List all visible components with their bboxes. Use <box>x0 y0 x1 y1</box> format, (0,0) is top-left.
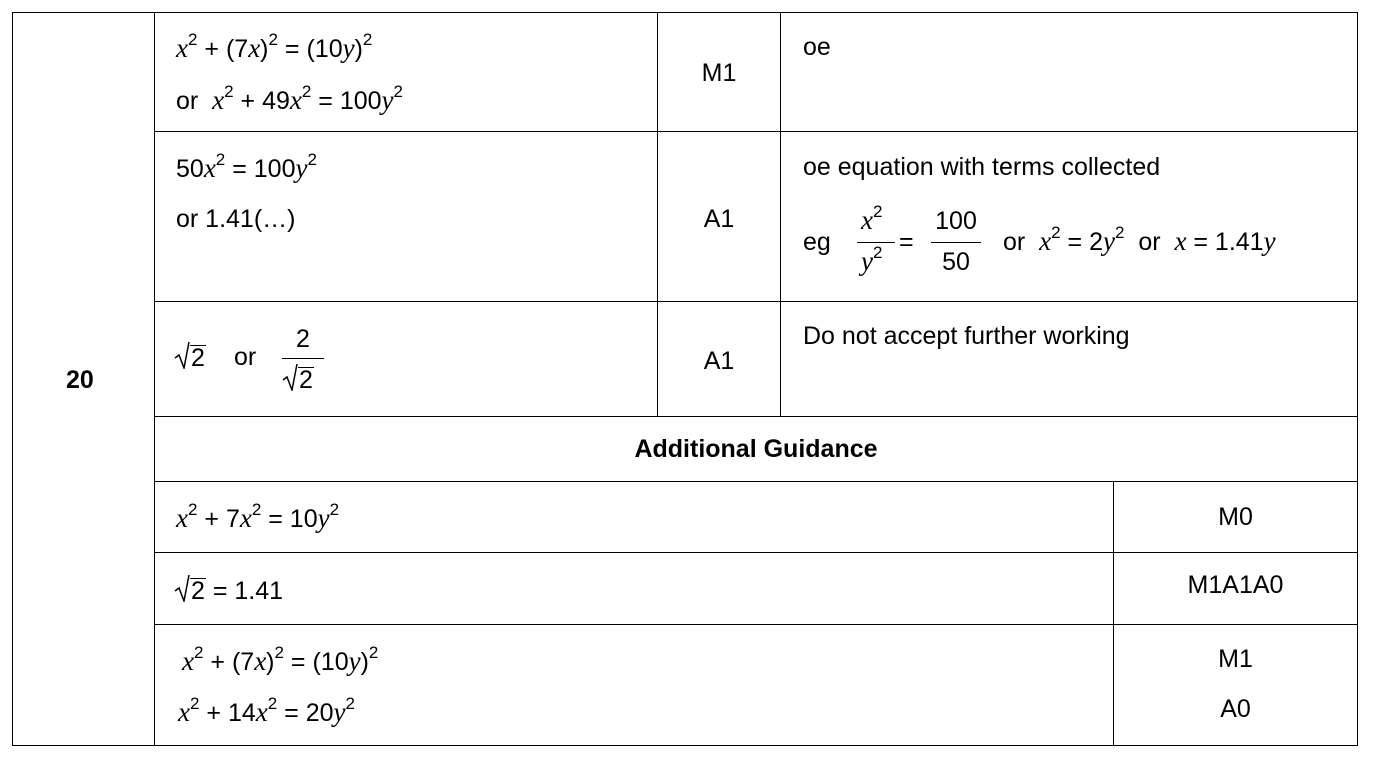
answer-line: $x^2 + (7x)^2 = (10y)^2$ <box>176 30 373 63</box>
equals-sign: = <box>899 228 914 256</box>
question-number: 20 <box>66 366 94 394</box>
row-divider <box>154 552 1358 553</box>
guidance-work: $x^2 + 7x^2 = 10y^2$ <box>176 500 340 533</box>
row-divider <box>154 624 1358 625</box>
table-border-right <box>1357 12 1358 746</box>
additional-guidance-title: Additional Guidance <box>634 435 878 463</box>
qnum-divider <box>154 12 155 746</box>
table-border-bottom <box>12 745 1358 746</box>
comment-alt-equations: or $x^2 = 2y^2$ or x = 1.41y <box>1003 223 1276 256</box>
answer-alt: or 1.41(…) <box>176 205 296 233</box>
answer-line: or $x^2 + 49x^2 = 100y^2$ <box>176 82 403 115</box>
row-divider <box>154 481 1358 482</box>
guidance-work: $x^2 + 14x^2 = 20y^2$ <box>178 694 355 727</box>
guidance-mark: A0 <box>1220 695 1251 723</box>
mark-value: M1 <box>701 59 737 87</box>
comment-text: oe <box>803 33 831 61</box>
fraction-2-over-sqrt2: 2 2 <box>280 325 326 397</box>
answer-line: $50x^2 = 100y^2$ <box>176 150 317 183</box>
row-divider <box>154 301 1358 302</box>
table-border-left <box>12 12 13 746</box>
guidance-mark: M0 <box>1218 503 1253 531</box>
fraction-100-over-50: 100 50 <box>928 205 984 280</box>
guidance-mark: M1A1A0 <box>1187 571 1284 599</box>
mark-value: A1 <box>703 347 735 375</box>
guidance-work: 2 = 1.41 <box>174 578 283 604</box>
mark-value: A1 <box>703 205 735 233</box>
row-divider <box>154 131 1358 132</box>
table-border-top <box>12 12 1358 13</box>
guidance-mark: M1 <box>1218 645 1253 673</box>
answer-sqrt2: 2 <box>174 345 206 371</box>
comment-col-divider <box>780 12 781 417</box>
comment-text: oe equation with terms collected <box>803 153 1161 181</box>
answer-or: or <box>234 343 257 371</box>
fraction-x2-over-y2: $x^2$ $y^2$ <box>855 205 897 280</box>
guidance-work: $x^2 + (7x)^2 = (10y)^2$ <box>182 643 379 676</box>
row-divider <box>154 416 1358 417</box>
comment-eg: eg <box>803 228 831 256</box>
comment-text: Do not accept further working <box>803 322 1130 350</box>
